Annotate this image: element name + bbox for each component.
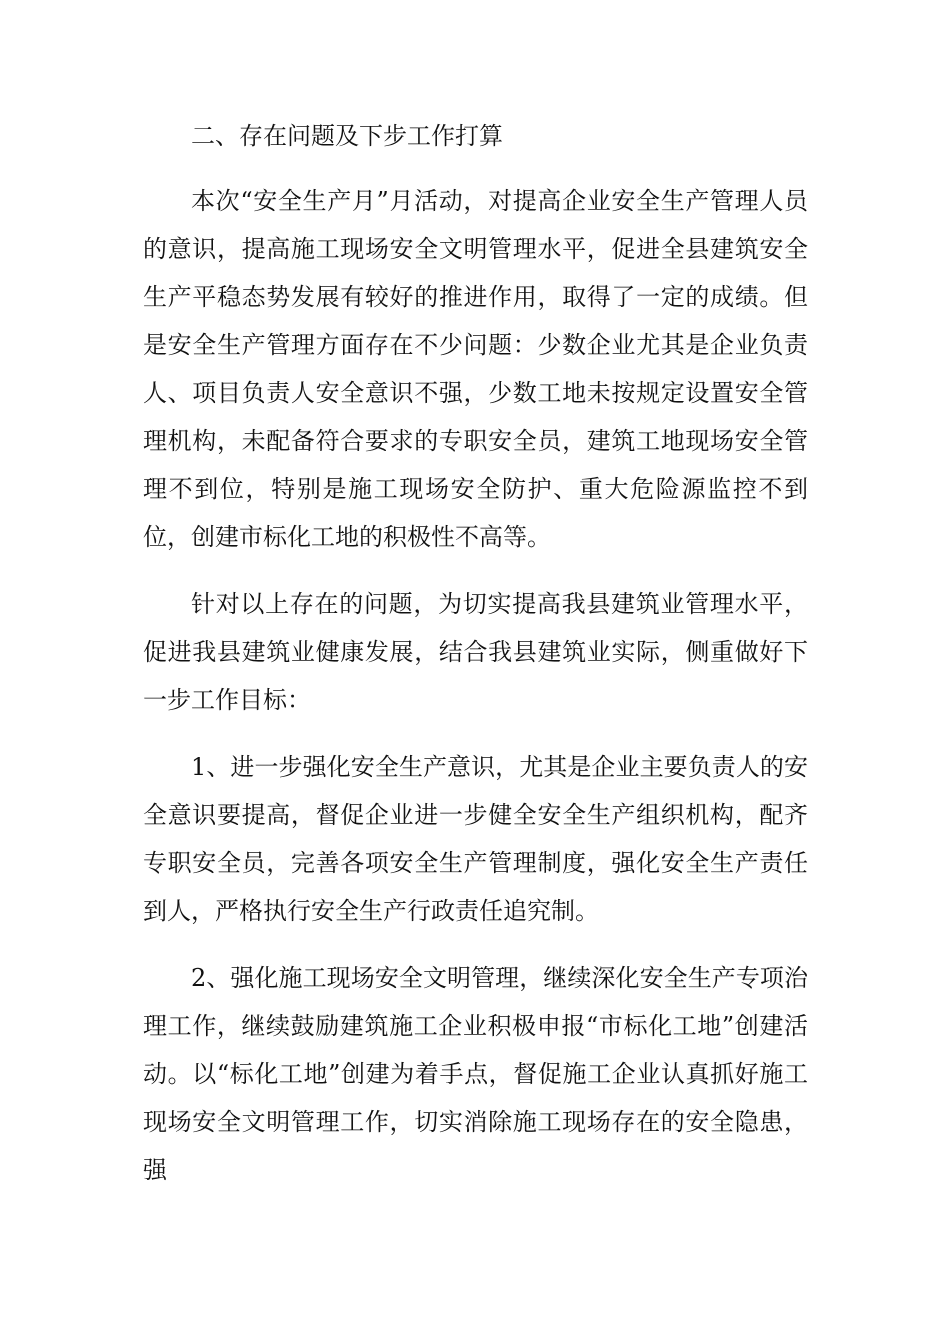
- paragraph-next-steps-intro: 针对以上存在的问题，为切实提高我县建筑业管理水平，促进我县建筑业健康发展，结合我县建筑业实际，侧重做好下一步工作目标：: [143, 590, 808, 714]
- section-heading: 二、存在问题及下步工作打算: [191, 122, 503, 150]
- paragraph-problems: 本次“安全生产月”月活动，对提高企业安全生产管理人员的意识，提高施工现场安全文明管理水平，促进全县建筑安全生产平稳态势发展有较好的推进作用，取得了一定的成绩。但是安全生产管理方面存在不少问题：少数企业尤其是企业负责人、项目负责人安全意识不强，少数工地未按规定设置安全管理机构，未配备符合要求的专职安全员，建筑工地现场安全管理不到位，特别是施工现场安全防护、重大危险源监控不到位，创建市标化工地的积极性不高等。: [143, 187, 808, 551]
- paragraph-item-1: 1、进一步强化安全生产意识，尤其是企业主要负责人的安全意识要提高，督促企业进一步健全安全生产组织机构，配齐专职安全员，完善各项安全生产管理制度，强化安全生产责任到人，严格执行安全生产行政责任追究制。: [143, 753, 808, 925]
- document-body: [143, 112, 808, 1194]
- paragraph-item-2: 2、强化施工现场安全文明管理，继续深化安全生产专项治理工作，继续鼓励建筑施工企业积极申报“市标化工地”创建活动。以“标化工地”创建为着手点，督促施工企业认真抓好施工现场安全文明管理工作，切实消除施工现场存在的安全隐患，强: [143, 964, 808, 1184]
